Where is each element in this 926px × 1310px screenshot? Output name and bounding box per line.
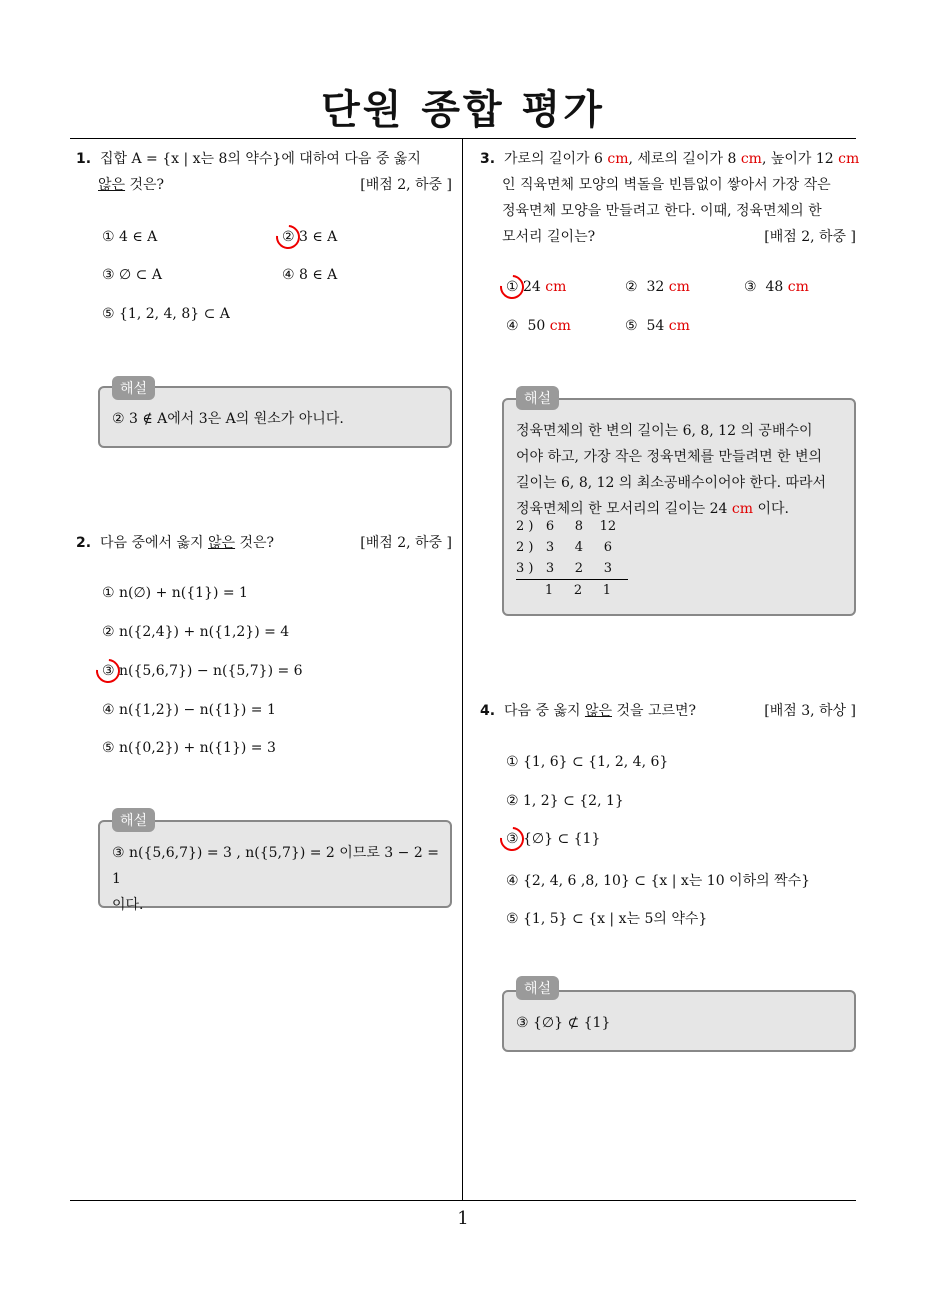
page-number: 1	[457, 1208, 469, 1229]
question-number: 2.	[76, 535, 92, 551]
question-1	[76, 146, 452, 198]
solution-line: 어야 하고, 가장 작은 정육면체를 만들려면 한 변의	[516, 449, 823, 465]
option-3[interactable]: ③ ∅ ⊂ A	[102, 267, 162, 283]
top-divider	[70, 138, 856, 139]
question-text: , 높이가 12	[761, 151, 839, 167]
option-5[interactable]: ⑤ 54 cm	[625, 318, 690, 334]
solution-label: 해설	[112, 376, 155, 400]
division-row: 2 ) 3 4 6	[516, 540, 613, 555]
solution-line: 이다.	[112, 897, 144, 913]
solution-label: 해설	[516, 386, 559, 410]
option-1[interactable]: ① n(∅) + n({1}) = 1	[102, 585, 248, 601]
option-2[interactable]: ② n({2,4}) + n({1,2}) = 4	[102, 624, 290, 640]
option-3[interactable]: ③ 48 cm	[744, 279, 809, 295]
unit-text: cm	[740, 151, 762, 167]
option-1[interactable]: ① 24 cm	[506, 279, 567, 295]
question-text: 것은?	[125, 177, 165, 193]
solution-text: ② 3 ∉ A에서 3은 A의 원소가 아니다.	[112, 411, 344, 427]
option-5[interactable]: ⑤ {1, 2, 4, 8} ⊂ A	[102, 306, 230, 322]
column-divider	[462, 138, 463, 1200]
option-4[interactable]: ④ {2, 4, 6 ,8, 10} ⊂ {x | x는 10 이하의 짝수}	[506, 873, 811, 889]
option-5[interactable]: ⑤ n({0,2}) + n({1}) = 3	[102, 740, 276, 756]
solution-box	[502, 398, 856, 616]
option-2[interactable]: ② 32 cm	[625, 279, 690, 295]
question-number: 1.	[76, 151, 92, 167]
option-2[interactable]: ② 1, 2} ⊂ {2, 1}	[506, 793, 624, 809]
page-title: 단원 종합 평가	[321, 87, 605, 133]
division-row: 2 ) 6 8 12	[516, 519, 617, 534]
points-label: [배점 2, 하중 ]	[360, 177, 452, 193]
option-5[interactable]: ⑤ {1, 5} ⊂ {x | x는 5의 약수}	[506, 911, 708, 927]
points-label: [배점 2, 하중 ]	[360, 535, 452, 551]
question-number: 3.	[480, 151, 496, 167]
solution-label: 해설	[112, 808, 155, 832]
division-ladder	[516, 516, 628, 601]
option-4[interactable]: ④ 8 ∈ A	[282, 267, 338, 283]
answer-circle-mark	[495, 270, 529, 304]
question-text: 가로의 길이가 6	[503, 151, 608, 167]
answer-circle-mark	[271, 220, 305, 254]
question-text: 모서리 길이는?	[502, 229, 596, 245]
division-row: 1 2 1	[516, 583, 612, 598]
option-4[interactable]: ④ 50 cm	[506, 318, 571, 334]
points-label: [배점 2, 하중 ]	[764, 229, 856, 245]
question-4	[480, 698, 856, 724]
solution-text	[516, 418, 826, 522]
underlined-word: 않은	[98, 177, 126, 193]
question-text: 다음 중 옳지	[503, 703, 585, 719]
answer-circle-mark	[91, 654, 125, 688]
unit-text: cm	[607, 151, 629, 167]
question-text: 것은?	[235, 535, 275, 551]
question-text: 것을 고르면?	[612, 703, 697, 719]
question-text: 정육면체 모양을 만들려고 한다. 이때, 정육면체의 한	[502, 203, 822, 219]
question-3	[480, 146, 860, 250]
division-row: 3 ) 3 2 3	[516, 558, 628, 580]
solution-line: 정육면체의 한 변의 길이는 6, 8, 12 의 공배수이	[516, 423, 813, 439]
underlined-word: 않은	[584, 703, 613, 719]
option-2[interactable]: ② 3 ∈ A	[282, 229, 338, 245]
points-label: [배점 3, 하상 ]	[764, 703, 856, 719]
option-3[interactable]: ③ n({5,6,7}) − n({5,7}) = 6	[102, 663, 303, 679]
question-text: 인 직육면체 모양의 벽돌을 빈틈없이 쌓아서 가장 작은	[502, 177, 831, 193]
answer-circle-mark	[495, 822, 529, 856]
question-text: 집합 A = {x | x는 8의 약수}에 대하여 다음 중 옳지	[99, 151, 421, 167]
unit-text: cm	[838, 151, 860, 167]
solution-line: ③ n({5,6,7}) = 3 , n({5,7}) = 2 이므로 3 − 2 = 1	[112, 845, 439, 887]
option-1[interactable]: ① 4 ∈ A	[102, 229, 158, 245]
solution-text	[112, 840, 450, 918]
option-4[interactable]: ④ n({1,2}) − n({1}) = 1	[102, 702, 276, 718]
option-1[interactable]: ① {1, 6} ⊂ {1, 2, 4, 6}	[506, 754, 669, 770]
option-3[interactable]: ③ {∅} ⊂ {1}	[506, 831, 601, 847]
question-text: , 세로의 길이가 8	[628, 151, 741, 167]
solution-line: 정육면체의 한 모서리의 길이는 24 cm 이다.	[516, 501, 789, 517]
underlined-word: 않은	[208, 535, 236, 551]
question-number: 4.	[480, 703, 496, 719]
solution-label: 해설	[516, 976, 559, 1000]
question-2	[76, 530, 452, 556]
question-text: 다음 중에서 옳지	[99, 535, 208, 551]
solution-box	[98, 820, 452, 913]
bottom-divider	[70, 1200, 856, 1201]
solution-line: 길이는 6, 8, 12 의 최소공배수이어야 한다. 따라서	[516, 475, 827, 491]
solution-text: ③ {∅} ⊄ {1}	[516, 1015, 611, 1031]
